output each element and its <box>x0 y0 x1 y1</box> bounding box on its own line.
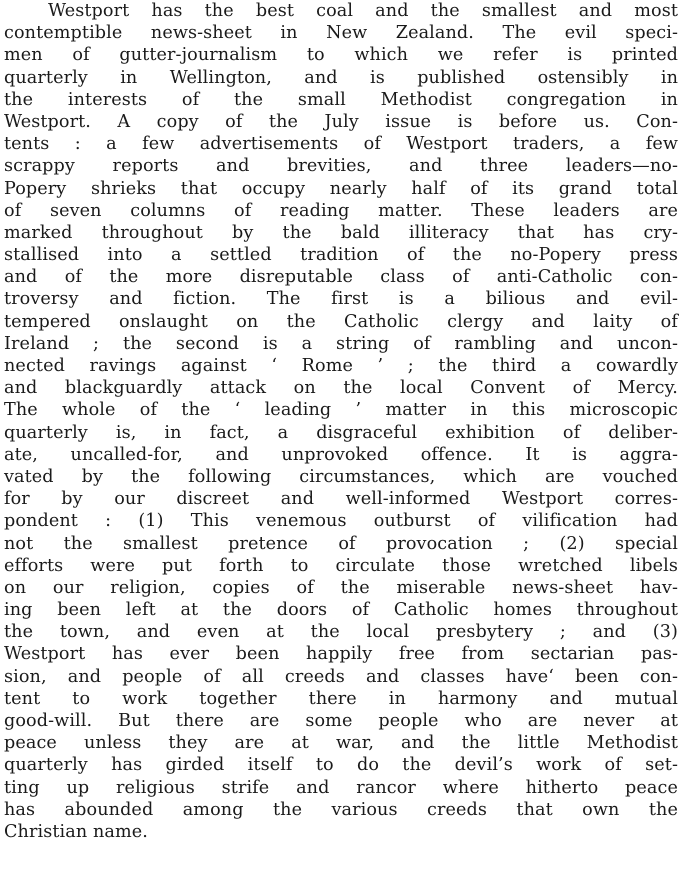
text-line: Popery shrieks that occupy nearly half of its grand total <box>4 178 678 199</box>
text-line: tents : a few advertisements of Westport traders, a few <box>4 134 678 155</box>
text-line: tempered onslaught on the Catholic clergy and laity of <box>4 311 678 332</box>
text-line: quarterly is, in fact, a disgraceful exhibition of deliber- <box>4 422 678 443</box>
text-line: efforts were put forth to circulate those wretched libels <box>4 555 678 576</box>
text-line: scrappy reports and brevities, and three leaders—no- <box>4 156 678 177</box>
text-line: men of gutter-journalism to which we refer is printed <box>4 45 678 66</box>
text-line: ing been left at the doors of Catholic homes throughout <box>4 600 678 621</box>
text-line: good-will. But there are some people who are never at <box>4 711 678 731</box>
text-line: Westport has the best coal and the smallest and most <box>48 1 678 21</box>
text-line: and blackguardly attack on the local Convent of Mercy. <box>4 378 678 399</box>
text-line: quarterly in Wellington, and is published ostensibly in <box>4 67 678 88</box>
text-line: tent to work together there in harmony and mutual <box>4 688 678 709</box>
text-line: sion, and people of all creeds and classes have‘ been con- <box>4 666 678 687</box>
text-line: and of the more disreputable class of anti-Catholic con- <box>4 267 678 288</box>
text-line: ate, uncalled-for, and unprovoked offence. It is aggra- <box>4 444 678 465</box>
text-line: pondent : (1) This venemous outburst of vilification had <box>4 511 678 532</box>
text-line: quarterly has girded itself to do the devil’s work of set- <box>4 755 678 776</box>
text-line: troversy and fiction. The first is a bilious and evil- <box>4 289 678 310</box>
text-line: marked throughout by the bald illiteracy that has cry- <box>4 222 678 243</box>
text-line: the town, and even at the local presbytery ; and (3) <box>4 622 678 643</box>
text-line: for by our discreet and well-informed Westport corres- <box>4 489 678 510</box>
text-line: Westport has ever been happily free from sectarian pas- <box>4 644 678 665</box>
text-line: has abounded among the various creeds that own the <box>4 799 678 820</box>
text-line: of seven columns of reading matter. These leaders are <box>4 200 678 221</box>
text-line: ting up religious strife and rancor where hitherto peace <box>4 777 678 798</box>
text-line: not the smallest pretence of provocation ; (2) special <box>4 533 678 554</box>
text-line: the interests of the small Methodist congregation in <box>4 89 678 110</box>
article-body <box>4 0 678 843</box>
text-line: on our religion, copies of the miserable news-sheet hav- <box>4 577 678 598</box>
text-line: contemptible news-sheet in New Zealand. The evil speci- <box>4 23 678 44</box>
text-line: Christian name. <box>4 821 148 842</box>
text-line: vated by the following circumstances, which are vouched <box>4 466 678 487</box>
text-line: The whole of the ‘ leading ’ matter in this microscopic <box>4 400 678 421</box>
text-line: nected ravings against ‘ Rome ’ ; the third a cowardly <box>4 356 678 376</box>
text-line: stallised into a settled tradition of the no-Popery press <box>4 245 678 266</box>
text-line: Westport. A copy of the July issue is before us. Con- <box>4 111 678 132</box>
text-line: Ireland ; the second is a string of rambling and uncon- <box>4 333 678 354</box>
text-line: peace unless they are at war, and the little Methodist <box>4 733 678 754</box>
